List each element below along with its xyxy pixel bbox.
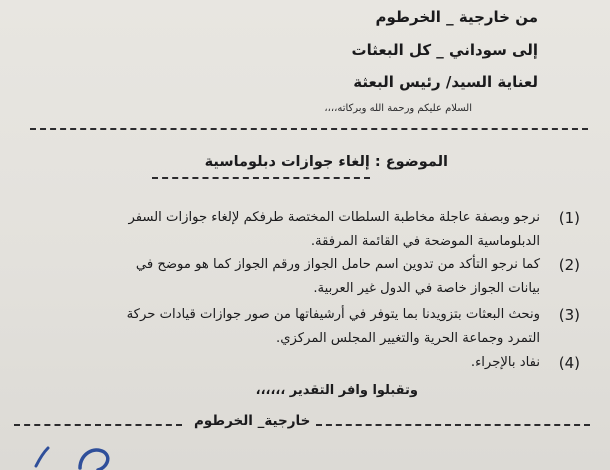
- signature-dash-left: [14, 424, 182, 426]
- subject-underline: [152, 177, 370, 179]
- item-number: (4): [558, 354, 580, 372]
- item-text-line: الدبلوماسية الموضحة في القائمة المرفقة.: [310, 234, 540, 249]
- signature-dash-right: [316, 424, 590, 426]
- signature-block: [14, 413, 590, 433]
- header-attention: لعناية السيد/ رئيس البعثة: [353, 73, 538, 91]
- item-text-line: التمرد وجماعة الحرية والتغيير المجلس المركزي.: [276, 331, 540, 346]
- header-to: إلى سوداني _ كل البعثات: [351, 41, 538, 59]
- item-text-line: نفاد بالإجراء.: [470, 355, 540, 370]
- handwritten-mark: [30, 440, 170, 470]
- item-text-line: نرجو وبصفة عاجلة مخاطبة السلطات المختصة طرفكم لإلغاء جوازات السفر: [128, 210, 540, 225]
- greeting: السلام عليكم ورحمة الله وبركاته،،،،: [324, 103, 472, 114]
- separator-line: [30, 128, 588, 130]
- subject-line: الموضوع : إلغاء جوازات دبلوماسية: [204, 154, 448, 170]
- item-text-line: كما نرجو التأكد من تدوين اسم حامل الجواز ورقم الجواز كما هو موضح في: [135, 257, 540, 272]
- item-number: (2): [558, 256, 580, 274]
- item-number: (3): [558, 306, 580, 324]
- signature-text: خارجية_ الخرطوم: [194, 413, 311, 429]
- closing-line: وتقبلوا وافر التقدير ،،،،،،: [255, 383, 418, 398]
- item-text-line: ونحث البعثات بتزويدنا بما يتوفر في أرشيفاتها من صور جوازات قيادات حركة: [126, 307, 540, 322]
- item-text-line: بيانات الجواز خاصة في الدول غير العربية.: [313, 281, 540, 296]
- item-number: (1): [558, 209, 580, 227]
- header-from: من خارجية _ الخرطوم: [375, 8, 538, 26]
